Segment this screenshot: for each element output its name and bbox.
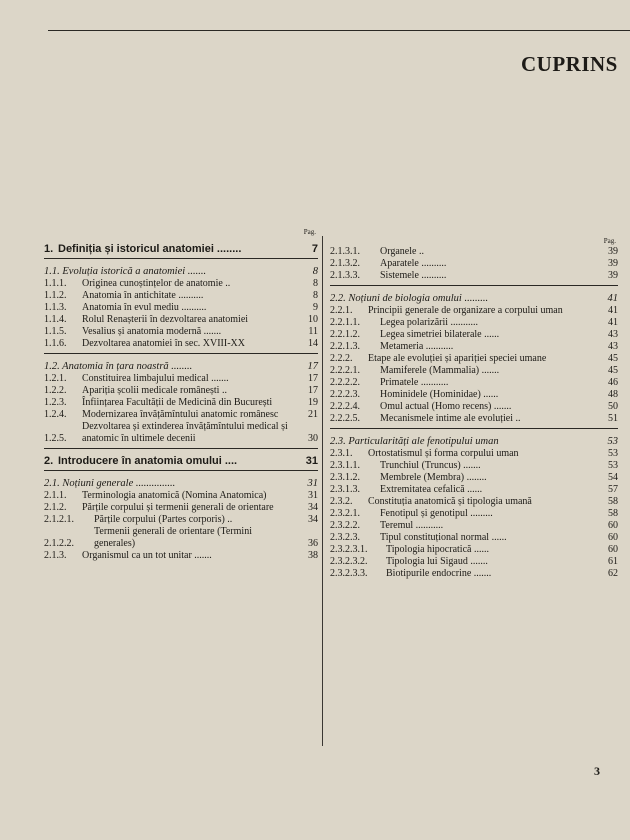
toc-chapter <box>44 455 318 467</box>
entry-title: Terminologia anatomică (Nomina Anatomica) <box>82 490 267 501</box>
entry-page: 41 <box>607 293 618 304</box>
toc-entry <box>330 341 618 353</box>
toc-entry <box>330 258 618 270</box>
toc-entry <box>330 508 618 520</box>
entry-page: 17 <box>308 373 318 384</box>
toc-entry <box>330 317 618 329</box>
entry-page: 60 <box>608 532 618 543</box>
entry-page: 31 <box>305 455 318 467</box>
entry-number: 2.2.2.2. <box>330 377 360 388</box>
entry-page: 53 <box>608 448 618 459</box>
toc-entry <box>330 556 618 568</box>
entry-page: 57 <box>608 484 618 495</box>
toc-entry <box>44 409 318 421</box>
entry-number: 2.2.1. <box>330 305 353 316</box>
entry-number: 2.3.1. <box>330 448 353 459</box>
entry-title: 1.1. Evoluția istorică a anatomiei ....... <box>44 266 207 277</box>
entry-number: 1.1.3. <box>44 302 67 313</box>
entry-number: 2.1.2.1. <box>44 514 74 525</box>
entry-title: Aparatele .......... <box>380 258 447 269</box>
entry-title: Membrele (Membra) ........ <box>380 472 487 483</box>
entry-number: 2.3.2.3.3. <box>330 568 368 579</box>
entry-title: Părțile corpului (Partes corporis) .. <box>94 514 233 525</box>
entry-page: 58 <box>608 508 618 519</box>
toc-entry <box>44 490 318 502</box>
entry-page: 38 <box>308 550 318 561</box>
entry-number: 2.2.2.1. <box>330 365 360 376</box>
entry-title: Primatele ........... <box>380 377 449 388</box>
entry-title: Ortostatismul și forma corpului uman <box>368 448 519 459</box>
entry-page: 17 <box>307 361 318 372</box>
entry-number: 1.2.3. <box>44 397 67 408</box>
entry-number: 1.2.2. <box>44 385 67 396</box>
section-rule <box>44 448 318 449</box>
entry-number: 2.3.1.3. <box>330 484 360 495</box>
toc-entry <box>330 460 618 472</box>
toc-entry <box>330 532 618 544</box>
toc-entry <box>330 484 618 496</box>
entry-page: 41 <box>608 305 618 316</box>
entry-page: 17 <box>308 385 318 396</box>
toc-entry <box>44 550 318 562</box>
entry-page: 39 <box>608 258 618 269</box>
toc-entry <box>44 385 318 397</box>
toc-entry <box>330 544 618 556</box>
page-title: CUPRINS <box>521 52 618 76</box>
entry-title: Tipologia hipocratică ...... <box>386 544 489 555</box>
entry-title: Anatomia în evul mediu .......... <box>82 302 207 313</box>
toc-entry <box>44 502 318 514</box>
entry-title: Legea simetriei bilaterale ...... <box>380 329 500 340</box>
entry-title: Introducere în anatomia omului .... <box>58 455 238 467</box>
entry-page: 60 <box>608 544 618 555</box>
entry-page: 7 <box>311 243 318 255</box>
entry-page: 61 <box>608 556 618 567</box>
toc-entry <box>330 365 618 377</box>
toc-entry <box>330 496 618 508</box>
entry-title: Tipul constituțional normal ...... <box>380 532 507 543</box>
entry-title: Metameria ........... <box>380 341 454 352</box>
toc-entry <box>44 302 318 314</box>
entry-title: Rolul Renașterii în dezvoltarea anatomiei <box>82 314 249 325</box>
entry-number: 2.1.3.2. <box>330 258 360 269</box>
entry-number: 2.1.2.2. <box>44 538 74 549</box>
column-divider <box>322 236 323 746</box>
entry-number: 2.2.2.4. <box>330 401 360 412</box>
toc-section <box>44 361 318 373</box>
entry-title: Principii generale de organizare a corpului uman <box>368 305 563 316</box>
entry-page: 34 <box>308 502 318 513</box>
entry-number: 2.3.2.3.1. <box>330 544 368 555</box>
entry-title: Constituția anatomică și tipologia umană <box>368 496 532 507</box>
toc-entry <box>44 326 318 338</box>
entry-page: 30 <box>308 433 318 444</box>
toc-entry <box>44 290 318 302</box>
toc-section <box>44 266 318 278</box>
entry-title: Vesalius și anatomia modernă ....... <box>82 326 222 337</box>
toc-entry <box>44 526 318 550</box>
entry-title: Mecanismele intime ale evoluției .. <box>380 413 521 424</box>
entry-page: 45 <box>608 365 618 376</box>
entry-number: 2.1.2. <box>44 502 67 513</box>
section-rule <box>44 258 318 259</box>
toc-entry <box>44 314 318 326</box>
page-number: 3 <box>594 764 600 778</box>
entry-title: Fenotipul și genotipul ......... <box>380 508 493 519</box>
toc-section <box>44 478 318 490</box>
entry-title: Organele .. <box>380 246 424 257</box>
entry-number: 2.3.2.2. <box>330 520 360 531</box>
entry-page: 11 <box>308 326 318 337</box>
entry-title: Extremitatea cefalică ...... <box>380 484 483 495</box>
entry-title: Organismul ca un tot unitar ....... <box>82 550 212 561</box>
entry-page: 41 <box>608 317 618 328</box>
toc-entry <box>330 305 618 317</box>
entry-page: 10 <box>308 314 318 325</box>
entry-number: 1.1.4. <box>44 314 67 325</box>
entry-number: 2.3.2.1. <box>330 508 360 519</box>
entry-title: Etape ale evoluției și apariției speciei umane <box>368 353 547 364</box>
entry-page: 45 <box>608 353 618 364</box>
entry-page: 60 <box>608 520 618 531</box>
entry-page: 8 <box>313 290 318 301</box>
entry-title: Înființarea Facultății de Medicină din București <box>82 397 273 408</box>
entry-title: Mamiferele (Mammalia) ....... <box>380 365 500 376</box>
entry-number: 2.3.2. <box>330 496 353 507</box>
entry-page: 19 <box>308 397 318 408</box>
entry-page: 34 <box>308 514 318 525</box>
pag-label: Pag. <box>303 228 316 236</box>
entry-title: Tipologia lui Sigaud ....... <box>386 556 488 567</box>
entry-number: 1.1.6. <box>44 338 67 349</box>
entry-title: Omul actual (Homo recens) ....... <box>380 401 512 412</box>
entry-page: 14 <box>308 338 318 349</box>
entry-number: 2.1.1. <box>44 490 67 501</box>
toc-entry <box>44 373 318 385</box>
entry-title: Sistemele .......... <box>380 270 447 281</box>
entry-page: 9 <box>313 302 318 313</box>
entry-page: 39 <box>608 270 618 281</box>
entry-page: 46 <box>608 377 618 388</box>
toc-entry <box>44 421 318 445</box>
entry-page: 36 <box>308 538 318 549</box>
entry-title: Termenii generali de orientare (Termini generales) <box>94 526 252 549</box>
toc-entry <box>330 329 618 341</box>
entry-number: 1. <box>44 243 54 255</box>
entry-number: 1.1.1. <box>44 278 67 289</box>
toc-right-column <box>330 228 618 580</box>
entry-title: Părțile corpului și termenii generali de orientare <box>82 502 274 513</box>
entry-number: 2.3.2.3. <box>330 532 360 543</box>
entry-number: 2.1.3. <box>44 550 67 561</box>
toc-entry <box>330 401 618 413</box>
toc-chapter <box>44 243 318 255</box>
toc-entry <box>330 270 618 282</box>
entry-number: 2.3.2.3.2. <box>330 556 368 567</box>
entry-page: 31 <box>307 478 318 489</box>
entry-title: Definiția și istoricul anatomiei ........ <box>58 243 242 255</box>
entry-number: 2.2.1.3. <box>330 341 360 352</box>
entry-page: 54 <box>608 472 618 483</box>
entry-title: Biotipurile endocrine ....... <box>386 568 492 579</box>
entry-title: Teremul ........... <box>380 520 444 531</box>
toc-entry <box>330 246 618 258</box>
entry-title: Trunchiul (Truncus) ....... <box>380 460 481 471</box>
entry-page: 43 <box>608 341 618 352</box>
entry-number: 2.3.1.2. <box>330 472 360 483</box>
entry-page: 48 <box>608 389 618 400</box>
toc-entry <box>330 389 618 401</box>
toc-entry <box>330 353 618 365</box>
entry-page: 43 <box>608 329 618 340</box>
section-rule <box>330 285 618 286</box>
entry-page: 8 <box>312 266 318 277</box>
entry-number: 1.2.5. <box>44 433 67 444</box>
toc-entry <box>44 338 318 350</box>
entry-title: Constituirea limbajului medical ....... <box>82 373 229 384</box>
entry-page: 21 <box>308 409 318 420</box>
entry-number: 2.2.1.2. <box>330 329 360 340</box>
toc-entry <box>330 568 618 580</box>
entry-page: 50 <box>608 401 618 412</box>
section-rule <box>330 428 618 429</box>
entry-title: Legea polarizării ........... <box>380 317 479 328</box>
entry-number: 1.2.4. <box>44 409 67 420</box>
entry-number: 1.2.1. <box>44 373 67 384</box>
entry-page: 51 <box>608 413 618 424</box>
entry-title: Dezvoltarea anatomiei în sec. XVIII-XX <box>82 338 245 349</box>
entry-number: 2.2.1.1. <box>330 317 360 328</box>
entry-number: 2.1.3.3. <box>330 270 360 281</box>
entry-number: 2.1.3.1. <box>330 246 360 257</box>
entry-title: Originea cunoștințelor de anatomie .. <box>82 278 231 289</box>
section-rule <box>44 353 318 354</box>
entry-page: 58 <box>608 496 618 507</box>
toc-entry <box>44 278 318 290</box>
toc-entry <box>44 397 318 409</box>
entry-page: 31 <box>308 490 318 501</box>
toc-entry <box>44 514 318 526</box>
toc-entry <box>330 448 618 460</box>
entry-page: 53 <box>608 460 618 471</box>
entry-number: 1.1.2. <box>44 290 67 301</box>
entry-title: Hominidele (Hominidae) ...... <box>380 389 499 400</box>
entry-title: 2.1. Noțiuni generale ............... <box>44 478 176 489</box>
entry-page: 62 <box>608 568 618 579</box>
entry-number: 2.2.2.3. <box>330 389 360 400</box>
entry-number: 1.1.5. <box>44 326 67 337</box>
entry-title: Apariția școlii medicale românești .. <box>82 385 227 396</box>
entry-title: 1.2. Anatomia în țara noastră ........ <box>44 361 193 372</box>
section-rule <box>44 470 318 471</box>
entry-title: 2.2. Noțiuni de biologia omului ......... <box>330 293 489 304</box>
entry-page: 8 <box>313 278 318 289</box>
entry-number: 2.2.2.5. <box>330 413 360 424</box>
toc-left-column <box>44 228 318 562</box>
entry-number: 2.3.1.1. <box>330 460 360 471</box>
toc-entry <box>330 377 618 389</box>
top-rule <box>48 30 630 31</box>
entry-page: 53 <box>607 436 618 447</box>
entry-number: 2. <box>44 455 54 467</box>
entry-title: 2.3. Particularități ale fenotipului uman <box>330 436 499 447</box>
entry-title: Modernizarea învățămîntului anatomic românesc <box>82 409 279 420</box>
toc-section <box>330 436 618 448</box>
pag-label: Pag. <box>603 237 616 245</box>
entry-number: 2.2.2. <box>330 353 353 364</box>
toc-entry <box>330 413 618 425</box>
toc-entry <box>330 472 618 484</box>
toc-section <box>330 293 618 305</box>
entry-page: 39 <box>608 246 618 257</box>
entry-title: Dezvoltarea și extinderea învățămîntului medical și anatomic în ultimele decenii <box>82 421 288 444</box>
toc-entry <box>330 520 618 532</box>
entry-title: Anatomia în antichitate .......... <box>82 290 204 301</box>
